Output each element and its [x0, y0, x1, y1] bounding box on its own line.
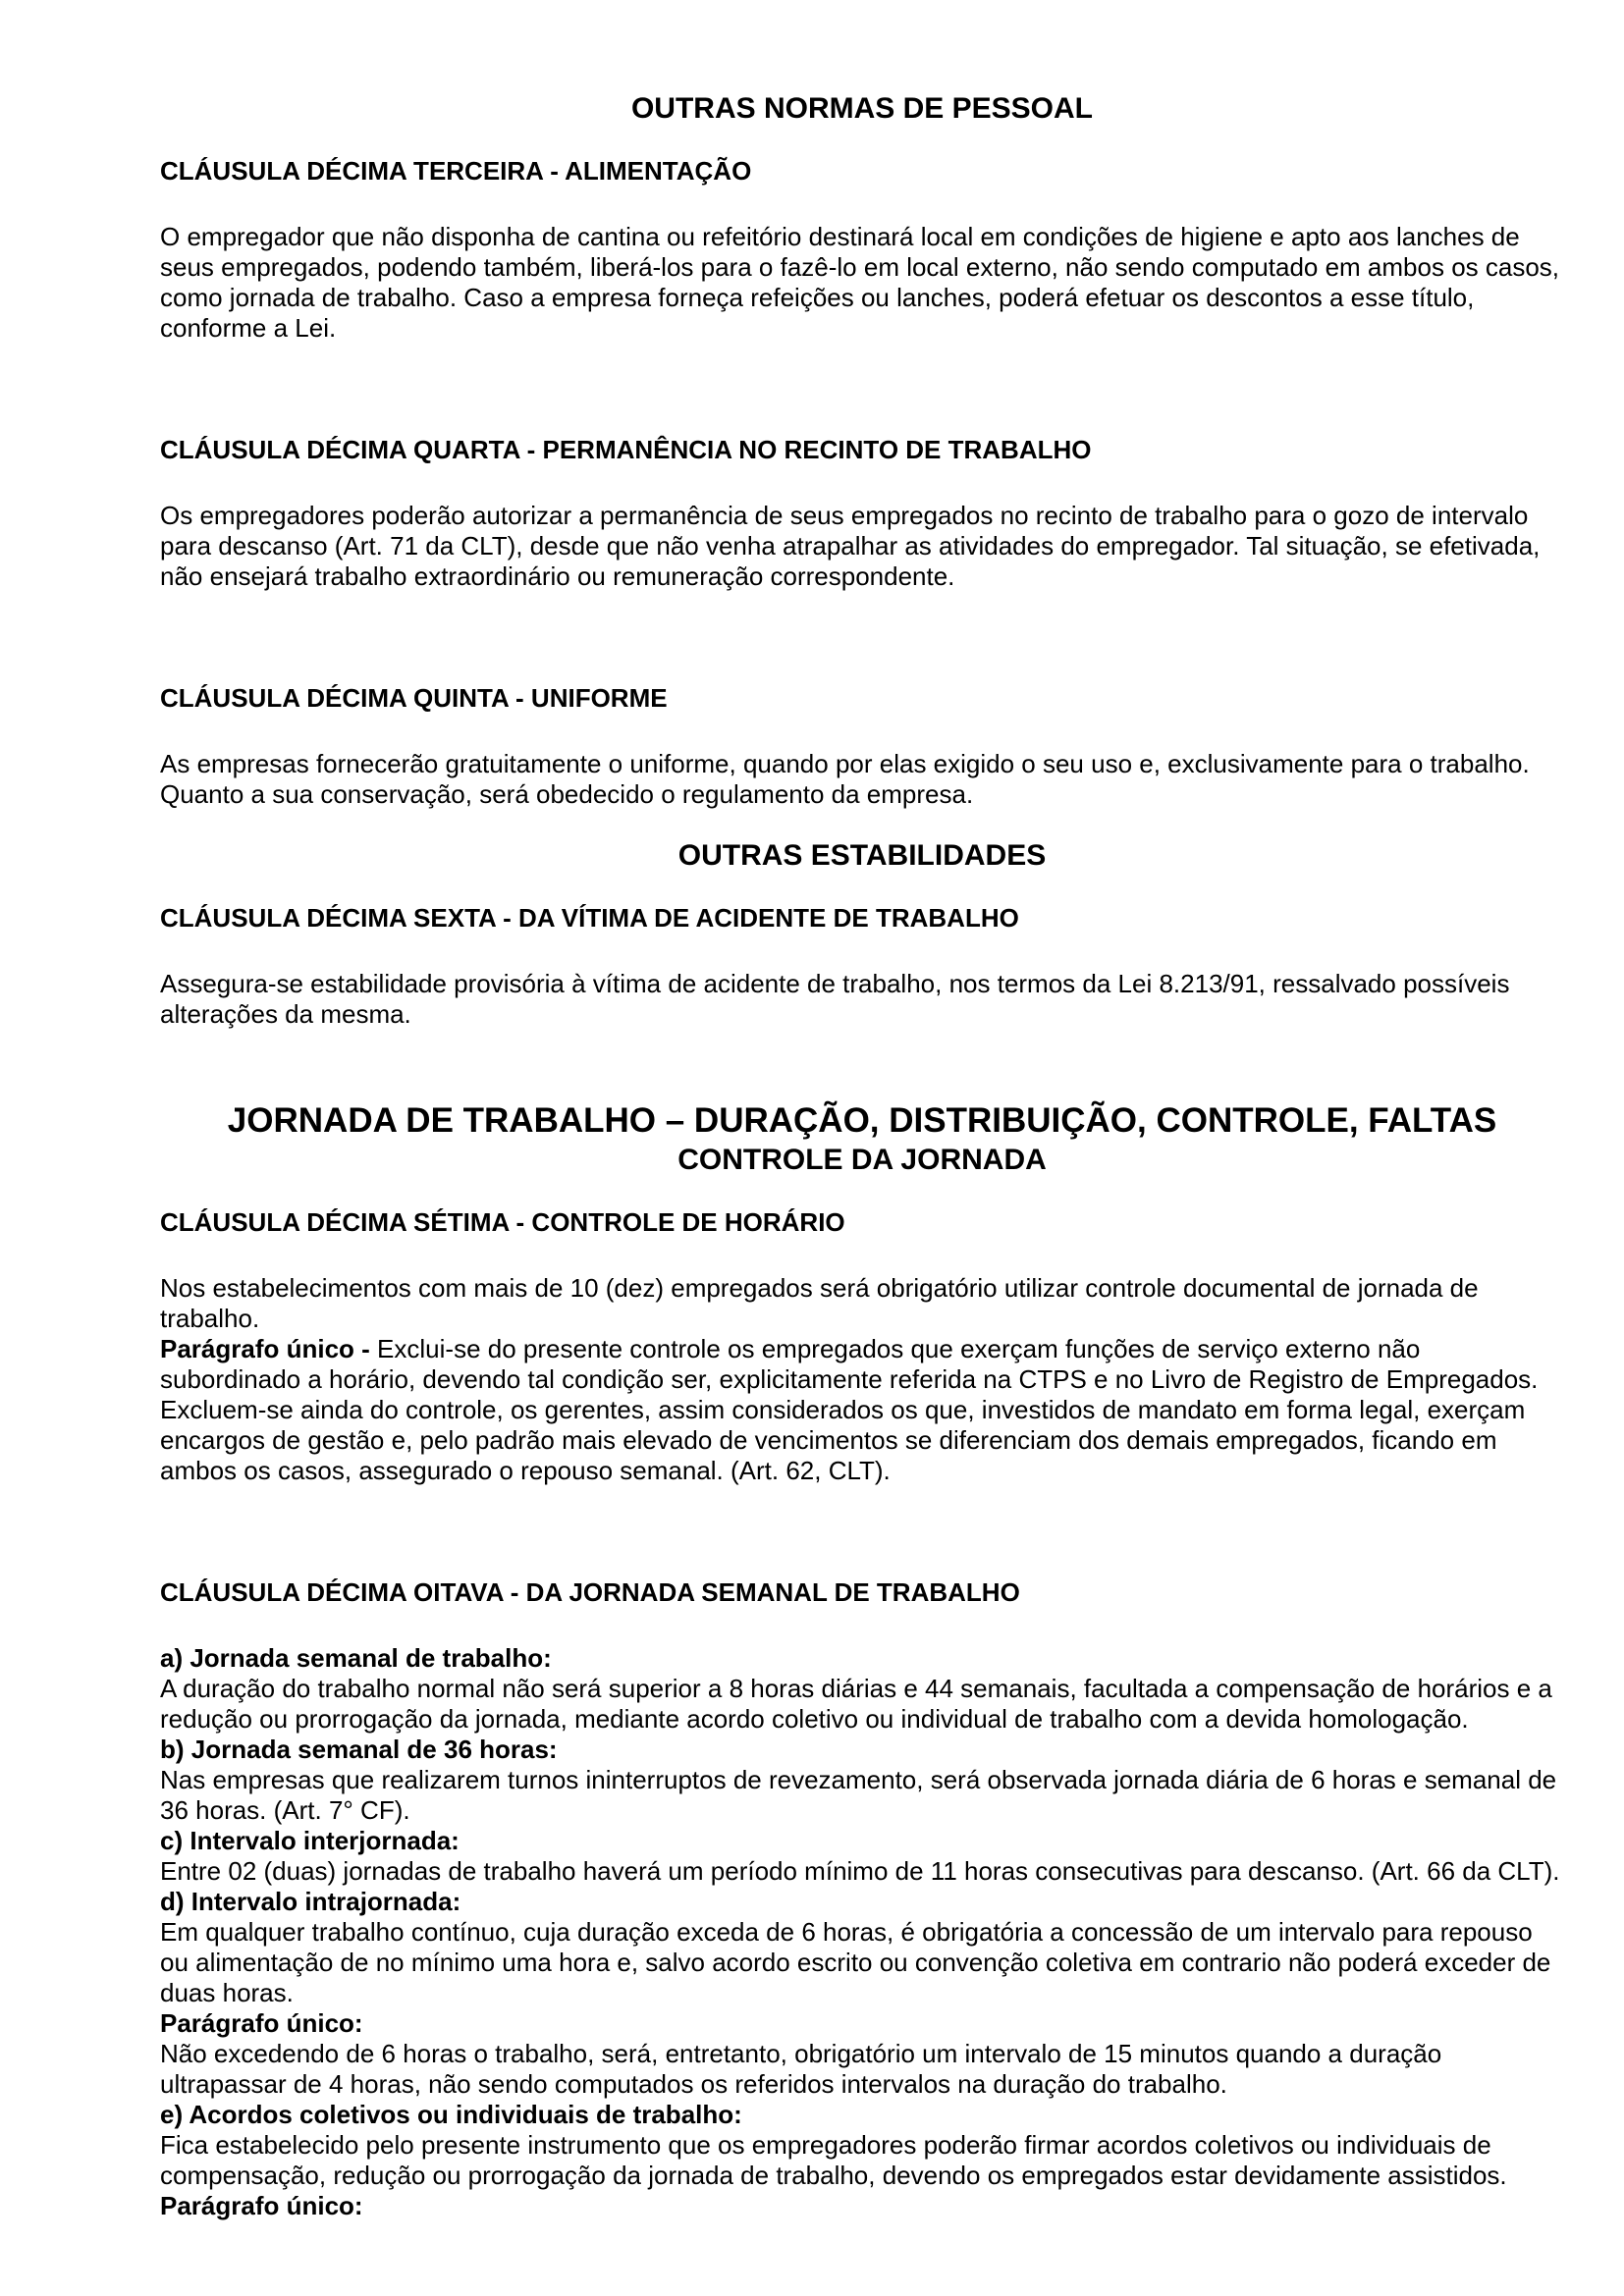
clause-18-item-d-label: d) Intervalo intrajornada: [160, 1887, 461, 1916]
section-title-jornada: JORNADA DE TRABALHO – DURAÇÃO, DISTRIBUIÇÃO, CONTROLE, FALTAS [227, 1101, 1497, 1140]
clause-18-item-e-text: Fica estabelecido pelo presente instrumento que os empregadores poderão firmar acordos coletivos ou individuais de compensação, redução ou prorrogação da jornada de trabalho, devendo os empregados estar devidamente assistidos. [160, 2130, 1507, 2190]
clause-18-item-d-paragraph-label: Parágrafo único: [160, 2008, 363, 2038]
section-title-outras-normas: OUTRAS NORMAS DE PESSOAL [630, 92, 1094, 125]
section-title-outras-estabilidades: OUTRAS ESTABILIDADES [677, 839, 1047, 872]
clause-15-title: CLÁUSULA DÉCIMA QUINTA - UNIFORME [160, 683, 668, 713]
clause-18-item-e-label: e) Acordos coletivos ou individuais de trabalho: [160, 2100, 742, 2129]
clause-18-item-c-text: Entre 02 (duas) jornadas de trabalho haverá um período mínimo de 11 horas consecutivas para descanso. (Art. 66 da CLT). [160, 1856, 1560, 1886]
document-page [160, 90, 1564, 2221]
clause-14-text: Os empregadores poderão autorizar a permanência de seus empregados no recinto de trabalho para o gozo de intervalo para descanso (Art. 71 da CLT), desde que não venha atrapalhar as atividades do empregador. Tal situação, se efetivada, não ensejará trabalho extraordinário ou remuneração correspondente. [160, 501, 1541, 591]
clause-13-text: O empregador que não disponha de cantina ou refeitório destinará local em condições de higiene e apto aos lanches de seus empregados, podendo também, liberá-los para o fazê-lo em local externo, não sendo computado em ambos os casos, como jornada de trabalho. Caso a empresa forneça refeições ou lanches, poderá efetuar os descontos a esse título, conforme a Lei. [160, 222, 1560, 343]
clause-17-paragraph-label: Parágrafo único - [160, 1334, 370, 1363]
clause-18-item-d-paragraph-text: Não excedendo de 6 horas o trabalho, será, entretanto, obrigatório um intervalo de 15 minutos quando a duração ultrapassar de 4 horas, não sendo computados os referidos intervalos na duração do trabalho. [160, 2039, 1442, 2099]
clause-18-item-c-label: c) Intervalo interjornada: [160, 1826, 460, 1855]
clause-15-text: As empresas fornecerão gratuitamente o uniforme, quando por elas exigido o seu uso e, exclusivamente para o trabalho. Quanto a sua conservação, será obedecido o regulamento da empresa. [160, 749, 1530, 809]
clause-18-item-b-label: b) Jornada semanal de 36 horas: [160, 1735, 558, 1764]
clause-18-item-b-text: Nas empresas que realizarem turnos ininterruptos de revezamento, será observada jornada diária de 6 horas e semanal de 36 horas. (Art. 7° CF). [160, 1765, 1557, 1825]
clause-18-item-e-paragraph-label: Parágrafo único: [160, 2191, 363, 2220]
clause-14-title: CLÁUSULA DÉCIMA QUARTA - PERMANÊNCIA NO RECINTO DE TRABALHO [160, 435, 1092, 464]
clause-18-item-d-text: Em qualquer trabalho contínuo, cuja duração exceda de 6 horas, é obrigatória a concessão de um intervalo para repouso ou alimentação de no mínimo uma hora e, salvo acordo escrito ou convenção coletiva em contrario não poderá exceder de duas horas. [160, 1917, 1551, 2007]
clause-16-text: Assegura-se estabilidade provisória à vítima de acidente de trabalho, nos termos da Lei 8.213/91, ressalvado possíveis alterações da mesma. [160, 969, 1510, 1029]
clause-16-title: CLÁUSULA DÉCIMA SEXTA - DA VÍTIMA DE ACIDENTE DE TRABALHO [160, 903, 1019, 933]
clause-18-item-a-text: A duração do trabalho normal não será superior a 8 horas diárias e 44 semanais, facultada a compensação de horários e a redução ou prorrogação da jornada, mediante acordo coletivo ou individual de trabalho com a devida homologação. [160, 1674, 1552, 1734]
clause-18-title: CLÁUSULA DÉCIMA OITAVA - DA JORNADA SEMANAL DE TRABALHO [160, 1577, 1020, 1607]
clause-17-text: Nos estabelecimentos com mais de 10 (dez) empregados será obrigatório utilizar controle documental de jornada de trabalho. [160, 1273, 1479, 1333]
clause-17-title: CLÁUSULA DÉCIMA SÉTIMA - CONTROLE DE HORÁRIO [160, 1207, 845, 1237]
section-title-controle-jornada: CONTROLE DA JORNADA [677, 1144, 1047, 1176]
clause-17-paragraph-text: Exclui-se do presente controle os empregados que exerçam funções de serviço externo não subordinado a horário, devendo tal condição ser, explicitamente referida na CTPS e no Livro de Registro de Empregados. Excluem-se ainda do controle, os gerentes, assim considerados os que, investidos de mandato em forma legal, exerçam encargos de gestão e, pelo padrão mais elevado de vencimentos se diferenciam dos demais empregados, ficando em ambos os casos, assegurado o repouso semanal. (Art. 62, CLT). [160, 1334, 1539, 1485]
clause-18-item-a-label: a) Jornada semanal de trabalho: [160, 1643, 552, 1673]
clause-13-title: CLÁUSULA DÉCIMA TERCEIRA - ALIMENTAÇÃO [160, 156, 752, 186]
clause-17-paragraph [160, 1334, 1564, 1486]
